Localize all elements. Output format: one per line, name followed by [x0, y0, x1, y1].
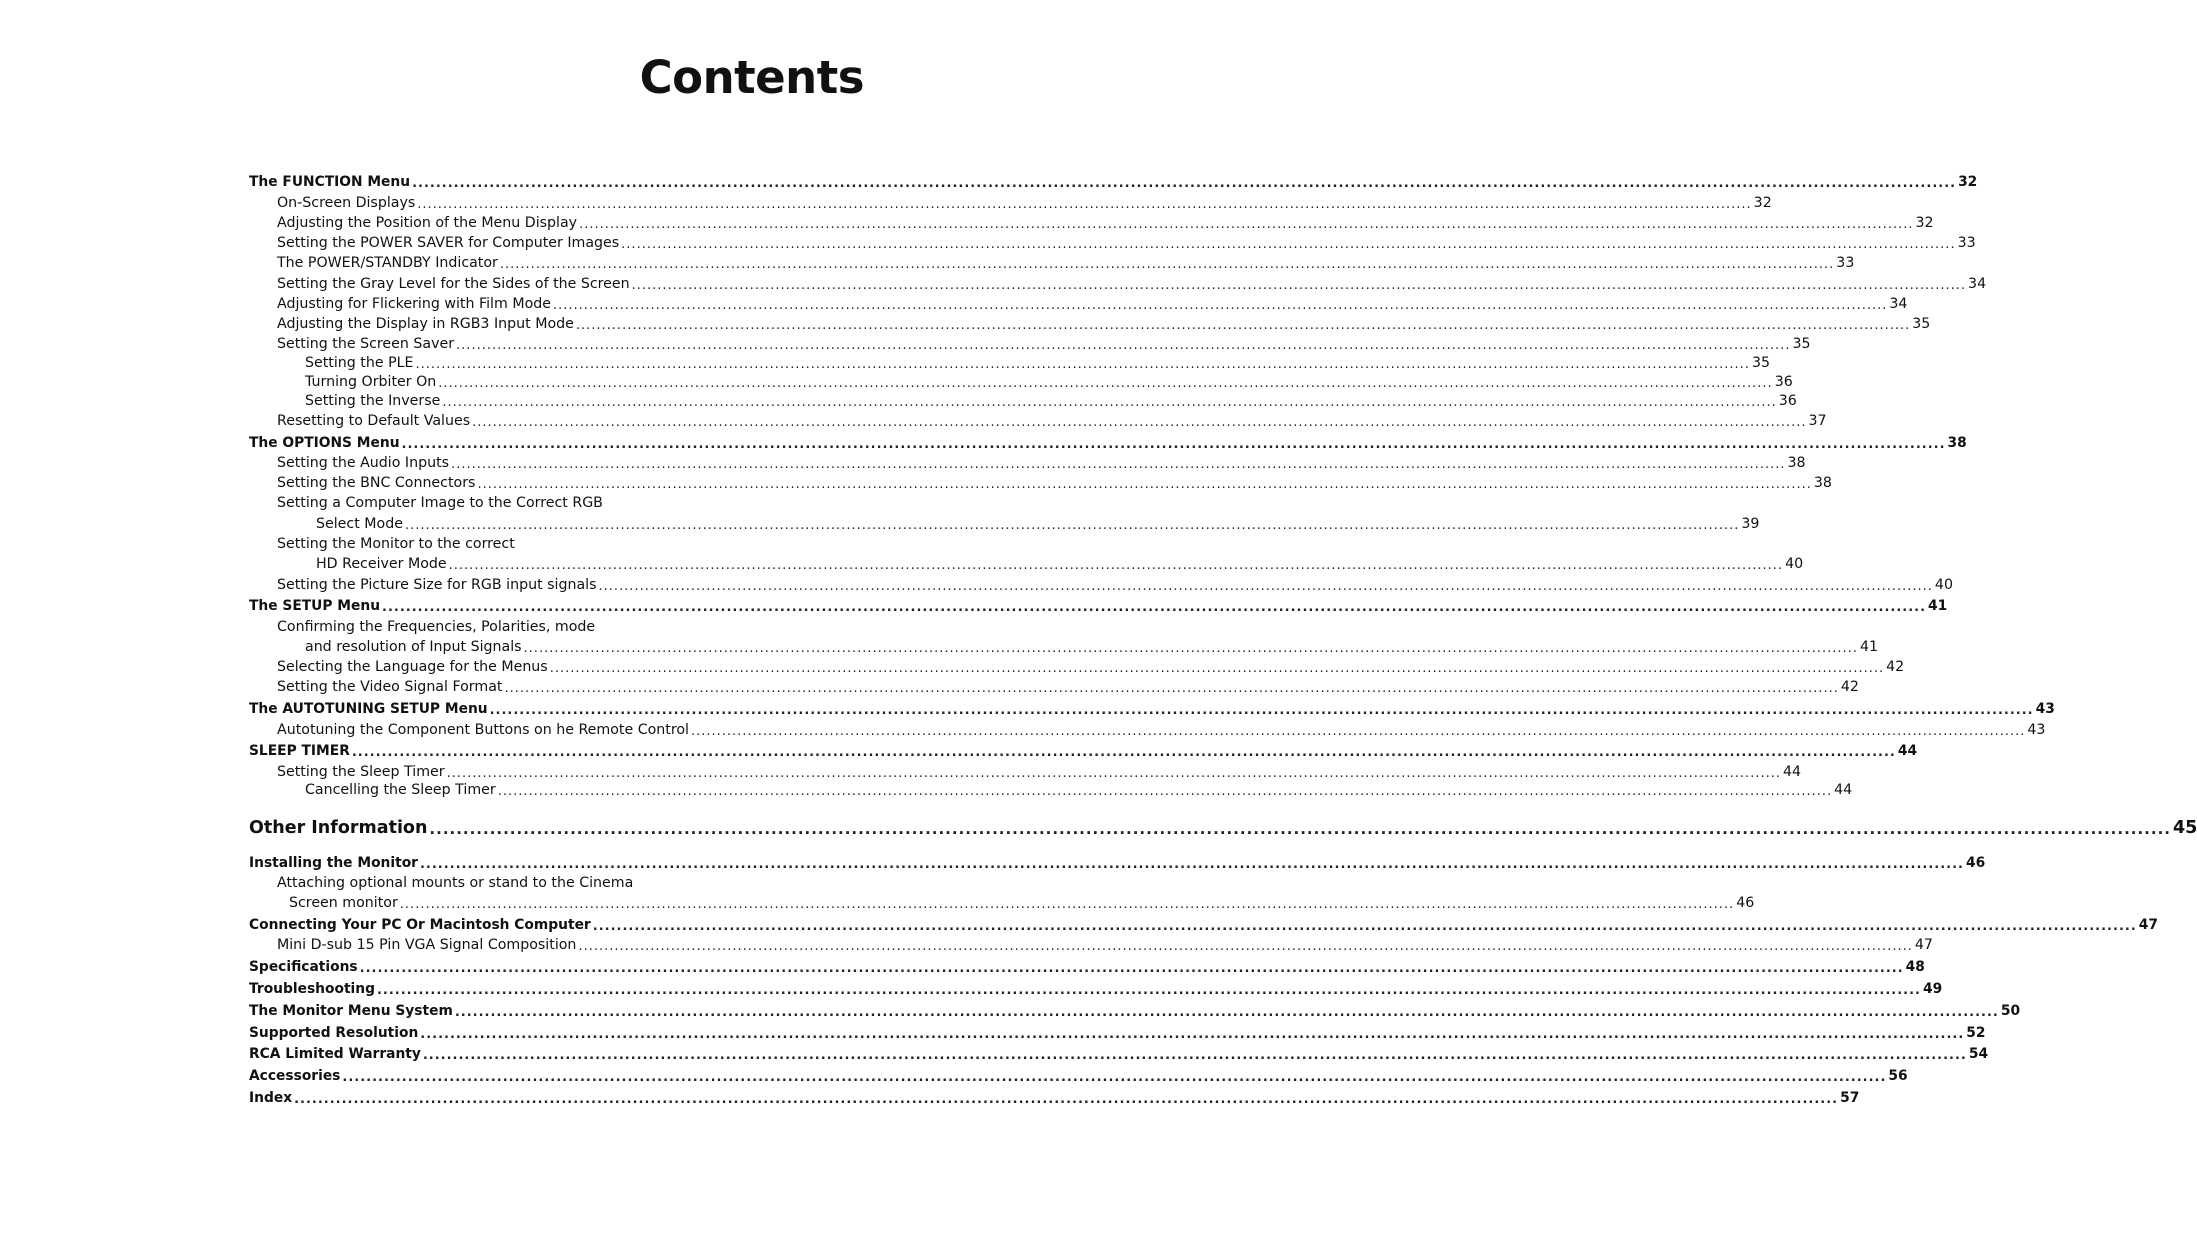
dot-leader: .................................................................................................................................................................................................................................................................... [417, 197, 1752, 212]
toc-entry-page-number: 44 [1897, 743, 1918, 759]
toc-entry[interactable] [249, 295, 1908, 314]
dot-leader: .................................................................................................................................................................................................................................................................... [294, 1092, 1839, 1107]
dot-leader: .................................................................................................................................................................................................................................................................... [497, 784, 1833, 799]
toc-entry[interactable] [249, 936, 1933, 955]
dot-leader: .................................................................................................................................................................................................................................................................... [578, 939, 1913, 954]
toc-entry-label: SLEEP TIMER [249, 743, 350, 759]
toc-entry-label: On-Screen Displays [277, 195, 416, 211]
toc-entry-label: Adjusting for Flickering with Film Mode [277, 296, 551, 312]
toc-entry-page-number: 35 [1912, 316, 1931, 332]
toc-entry[interactable] [249, 173, 1978, 192]
toc-entry-label: Connecting Your PC Or Macintosh Computer [249, 917, 591, 933]
toc-entry-label: Setting the Gray Level for the Sides of the Screen [277, 276, 630, 292]
toc-entry[interactable] [249, 335, 1811, 354]
toc-entry-label: Setting the Video Signal Format [277, 679, 503, 695]
toc-entry-page-number: 42 [1886, 659, 1905, 675]
toc-entry[interactable] [249, 874, 866, 893]
toc-entry[interactable] [249, 1045, 1989, 1064]
toc-entry[interactable] [249, 555, 1804, 574]
toc-entry-page-number: 49 [1923, 981, 1943, 997]
toc-entry-label: The SETUP Menu [249, 598, 381, 614]
toc-entry-label: Troubleshooting [249, 981, 375, 997]
dot-leader: .................................................................................................................................................................................................................................................................... [553, 298, 1888, 313]
toc-entry-page-number: 52 [1966, 1025, 1986, 1041]
toc-entry[interactable] [249, 234, 1976, 253]
toc-entry-label: Setting the Screen Saver [277, 336, 455, 352]
toc-entry-label: Select Mode [316, 516, 403, 532]
dot-leader: .................................................................................................................................................................................................................................................................... [376, 983, 1921, 998]
dot-leader: .................................................................................................................................................................................................................................................................... [451, 457, 1786, 472]
dot-leader: .................................................................................................................................................................................................................................................................... [415, 357, 1750, 372]
toc-entry[interactable] [249, 214, 1934, 233]
toc-entry-page-number: 36 [1774, 374, 1793, 390]
toc-entry-label: The OPTIONS Menu [249, 435, 400, 451]
toc-entry[interactable] [249, 916, 2158, 935]
toc-entry-label: The Monitor Menu System [249, 1003, 453, 1019]
toc-entry[interactable] [249, 535, 866, 554]
toc-entry-label: Mini D-sub 15 Pin VGA Signal Composition [277, 937, 577, 953]
toc-entry[interactable] [249, 576, 1953, 595]
dot-leader: .................................................................................................................................................................................................................................................................... [442, 395, 1777, 410]
dot-leader: .................................................................................................................................................................................................................................................................... [404, 518, 1740, 533]
toc-entry-page-number: 36 [1778, 393, 1797, 409]
toc-entry-page-number: 39 [1741, 516, 1760, 532]
toc-entry-page-number: 38 [1947, 435, 1967, 451]
toc-entry-label: Turning Orbiter On [305, 374, 437, 390]
toc-entry-label: Setting a Computer Image to the Correct RGB [277, 495, 603, 511]
toc-entry-label: Installing the Monitor [249, 855, 418, 871]
toc-entry-label: Resetting to Default Values [277, 413, 471, 429]
dot-leader: .................................................................................................................................................................................................................................................................... [399, 897, 1735, 912]
toc-entry[interactable] [249, 194, 1772, 213]
toc-entry-label: Supported Resolution [249, 1025, 419, 1041]
toc-entry-label: Adjusting the Display in RGB3 Input Mode [277, 316, 574, 332]
toc-entry[interactable] [249, 597, 1948, 616]
toc-entry[interactable] [249, 854, 1986, 873]
toc-entry-page-number: 40 [1934, 577, 1953, 593]
toc-entry-page-number: 47 [2138, 917, 2158, 933]
dot-leader: .................................................................................................................................................................................................................................................................... [592, 919, 2137, 934]
toc-entry-page-number: 34 [1889, 296, 1908, 312]
toc-entry-label: Accessories [249, 1068, 341, 1084]
toc-entry-label: The POWER/STANDBY Indicator [277, 255, 498, 271]
toc-entry-label: Setting the Monitor to the correct [277, 536, 515, 552]
toc-entry-page-number: 54 [1968, 1046, 1989, 1062]
toc-entry-page-number: 41 [1928, 598, 1948, 614]
dot-leader: .................................................................................................................................................................................................................................................................... [690, 724, 2026, 739]
toc-entry-label: RCA Limited Warranty [249, 1046, 421, 1062]
toc-entry-label: Other Information [249, 818, 428, 838]
dot-leader: .................................................................................................................................................................................................................................................................... [477, 477, 1812, 492]
toc-entry-page-number: 57 [1840, 1090, 1860, 1106]
toc-entry-page-number: 48 [1905, 959, 1925, 975]
dot-leader: .................................................................................................................................................................................................................................................................... [342, 1070, 1887, 1085]
toc-entry-page-number: 34 [1968, 276, 1987, 292]
dot-leader: .................................................................................................................................................................................................................................................................... [420, 1027, 1965, 1042]
toc-entry-page-number: 56 [1888, 1068, 1908, 1084]
toc-entry-label: Confirming the Frequencies, Polarities, mode [277, 619, 596, 635]
toc-entry[interactable] [249, 980, 1943, 999]
toc-entry[interactable] [249, 454, 1806, 473]
toc-entry[interactable] [249, 1089, 1860, 1108]
toc-entry-page-number: 47 [1914, 937, 1933, 953]
toc-entry-page-number: 37 [1808, 413, 1827, 429]
toc-entry-page-number: 38 [1787, 455, 1806, 471]
toc-entry[interactable] [249, 700, 2055, 719]
toc-entry-label: Setting the Audio Inputs [277, 455, 450, 471]
dot-leader: .................................................................................................................................................................................................................................................................... [598, 579, 1933, 594]
toc-entry-page-number: 35 [1751, 355, 1770, 371]
toc-entry[interactable] [249, 1002, 2021, 1021]
toc-entry[interactable] [249, 894, 1755, 913]
dot-leader: .................................................................................................................................................................................................................................................................... [448, 558, 1784, 573]
toc-entry-label: Setting the PLE [305, 355, 414, 371]
toc-entry[interactable] [249, 781, 1853, 800]
toc-entry-label: Cancelling the Sleep Timer [305, 782, 496, 798]
toc-entry[interactable] [249, 275, 1987, 294]
dot-leader: .................................................................................................................................................................................................................................................................... [523, 641, 1858, 656]
dot-leader: .................................................................................................................................................................................................................................................................... [429, 820, 2171, 838]
dot-leader: .................................................................................................................................................................................................................................................................... [438, 376, 1773, 391]
toc-entry-label: Adjusting the Position of the Menu Display [277, 215, 578, 231]
toc-entry-page-number: 35 [1792, 336, 1811, 352]
dot-leader: .................................................................................................................................................................................................................................................................... [422, 1048, 1967, 1063]
toc-entry[interactable] [249, 494, 866, 513]
dot-leader: .................................................................................................................................................................................................................................................................... [382, 600, 1927, 615]
toc-entry[interactable] [249, 412, 1827, 431]
dot-leader: .................................................................................................................................................................................................................................................................... [412, 176, 1957, 191]
toc-entry-label: Setting the Picture Size for RGB input signals [277, 577, 597, 593]
dot-leader: .................................................................................................................................................................................................................................................................... [549, 661, 1885, 676]
toc-entry-label: Index [249, 1090, 293, 1106]
dot-leader: .................................................................................................................................................................................................................................................................... [621, 237, 1956, 252]
toc-entry-page-number: 33 [1836, 255, 1855, 271]
toc-entry-label: Setting the POWER SAVER for Computer Images [277, 235, 620, 251]
toc-entry-page-number: 32 [1753, 195, 1772, 211]
toc-entry-label: Specifications [249, 959, 358, 975]
toc-entry[interactable] [249, 958, 1925, 977]
toc-entry-page-number: 43 [2027, 722, 2046, 738]
toc-entry[interactable] [249, 658, 1905, 677]
toc-entry[interactable] [249, 817, 2197, 839]
dot-leader: .................................................................................................................................................................................................................................................................... [401, 437, 1946, 452]
toc-entry-page-number: 41 [1859, 639, 1879, 655]
toc-entry-page-number: 42 [1840, 679, 1859, 695]
toc-entry-page-number: 32 [1915, 215, 1934, 231]
toc-entry[interactable] [249, 742, 1918, 761]
dot-leader: .................................................................................................................................................................................................................................................................... [351, 745, 1896, 760]
dot-leader: .................................................................................................................................................................................................................................................................... [359, 961, 1904, 976]
dot-leader: .................................................................................................................................................................................................................................................................... [456, 338, 1791, 353]
toc-entry-page-number: 38 [1813, 475, 1832, 491]
toc-entry[interactable] [249, 721, 2046, 740]
dot-leader: .................................................................................................................................................................................................................................................................... [575, 318, 1911, 333]
toc-entry-page-number: 46 [1966, 855, 1986, 871]
toc-entry[interactable] [249, 515, 1760, 534]
dot-leader: .................................................................................................................................................................................................................................................................... [579, 217, 1914, 232]
dot-leader: .................................................................................................................................................................................................................................................................... [446, 766, 1781, 781]
toc-entry-label: The FUNCTION Menu [249, 174, 411, 190]
toc-entry[interactable] [249, 434, 1967, 453]
toc-entry-page-number: 45 [2172, 818, 2197, 838]
toc-entry-label: Setting the Sleep Timer [277, 764, 445, 780]
toc-entry[interactable] [249, 618, 866, 637]
toc-entry[interactable] [249, 1067, 1908, 1086]
toc-entry[interactable] [249, 1024, 1986, 1043]
toc-entry-page-number: 40 [1785, 556, 1804, 572]
toc-entry-label: Selecting the Language for the Menus [277, 659, 548, 675]
toc-entry[interactable] [249, 638, 1879, 657]
toc-entry-label: Attaching optional mounts or stand to the Cinema [277, 875, 634, 891]
dot-leader: .................................................................................................................................................................................................................................................................... [499, 257, 1835, 272]
toc-entry-page-number: 44 [1834, 782, 1853, 798]
toc-entry-page-number: 43 [2035, 701, 2055, 717]
toc-entry-label: The AUTOTUNING SETUP Menu [249, 701, 488, 717]
toc-entry-label: HD Receiver Mode [316, 556, 447, 572]
toc-entry-label: Setting the BNC Connectors [277, 475, 476, 491]
toc-entry-page-number: 50 [2000, 1003, 2021, 1019]
dot-leader: .................................................................................................................................................................................................................................................................... [631, 278, 1967, 293]
toc-entry-label: Screen monitor [289, 895, 398, 911]
toc-entry-label: Setting the Inverse [305, 393, 441, 409]
toc-entry[interactable] [249, 763, 1802, 782]
dot-leader: .................................................................................................................................................................................................................................................................... [472, 415, 1807, 430]
dot-leader: .................................................................................................................................................................................................................................................................... [504, 681, 1839, 696]
dot-leader: .................................................................................................................................................................................................................................................................... [454, 1005, 1999, 1020]
toc-entry-page-number: 32 [1958, 174, 1978, 190]
toc-entry[interactable] [249, 474, 1832, 493]
toc-entry[interactable] [249, 315, 1931, 334]
toc-entry-page-number: 46 [1736, 895, 1755, 911]
toc-entry-label: and resolution of Input Signals [305, 639, 522, 655]
toc-entry[interactable] [249, 678, 1859, 697]
dot-leader: .................................................................................................................................................................................................................................................................... [419, 857, 1964, 872]
page-title: Contents [639, 51, 864, 104]
toc-entry-page-number: 33 [1957, 235, 1976, 251]
toc-entry[interactable] [249, 373, 1793, 392]
toc-entry[interactable] [249, 254, 1855, 273]
toc-entry[interactable] [249, 392, 1797, 411]
toc-entry-label: Autotuning the Component Buttons on he Remote Control [277, 722, 689, 738]
toc-entry[interactable] [249, 354, 1770, 373]
toc-entry-page-number: 44 [1782, 764, 1802, 780]
dot-leader: .................................................................................................................................................................................................................................................................... [489, 703, 2034, 718]
